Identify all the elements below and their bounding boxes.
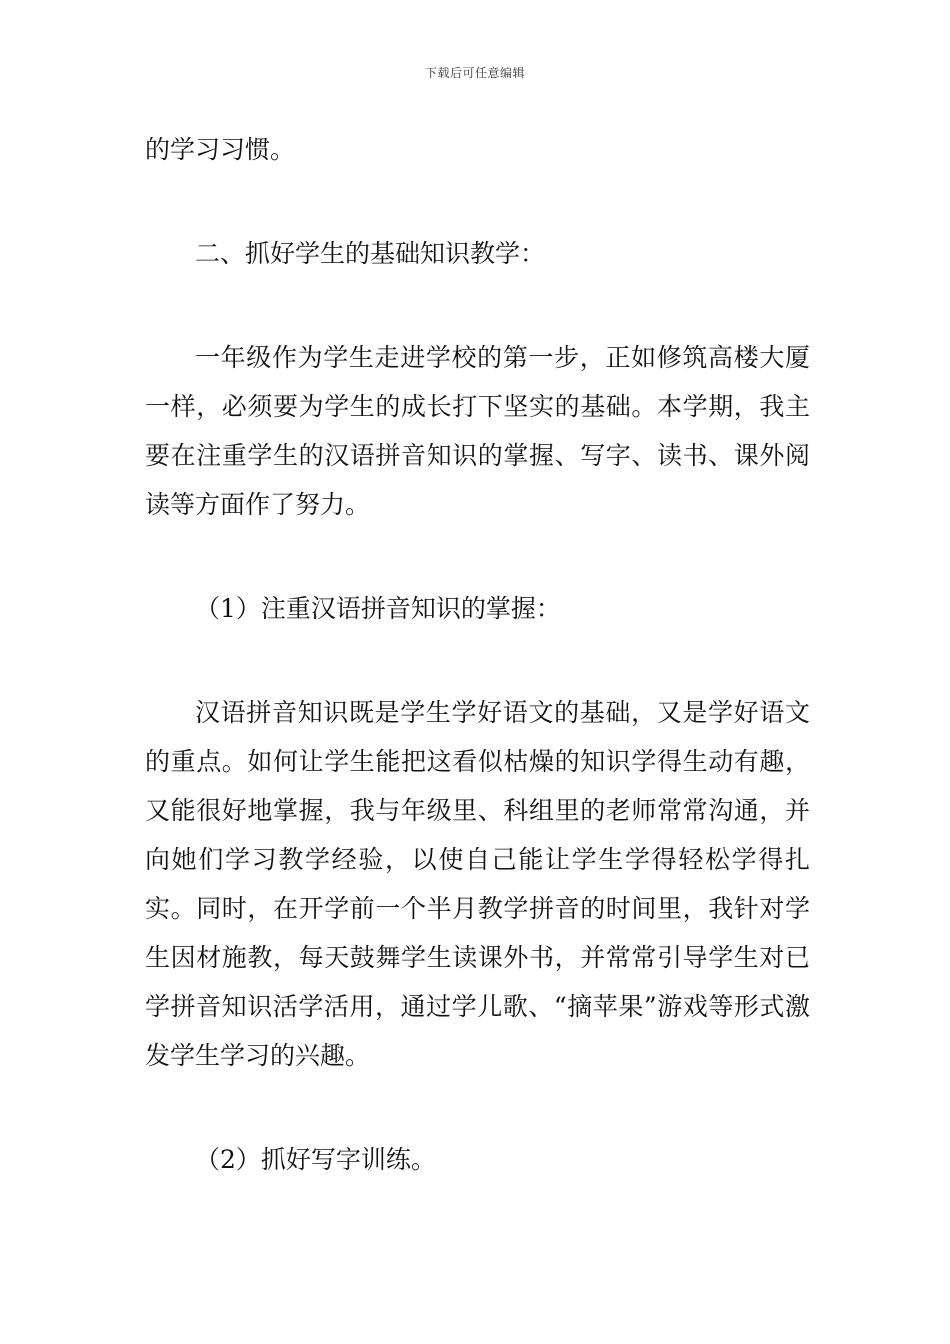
paragraph-continuation: 的学习习惯。: [145, 135, 296, 164]
paragraph-spacer: [145, 529, 810, 584]
paragraph-spacer: [145, 174, 810, 229]
paragraph-spacer: [145, 633, 810, 688]
page-header: 下载后可任意编辑: [424, 66, 525, 80]
section-heading-basic-knowledge: 二、抓好学生的基础知识教学：: [195, 239, 546, 268]
subheading-writing: （2）抓好写字训练。: [195, 1145, 436, 1174]
paragraph-intro: 一年级作为学生走进学校的第一步，正如修筑高楼大厦一样，必须要为学生的成长打下坚实的基础。本学期，我主要在注重学生的汉语拼音知识的掌握、写字、读书、课外阅读等方面作了努力。: [145, 343, 810, 519]
subheading-pinyin: （1）注重汉语拼音知识的掌握：: [195, 594, 561, 623]
paragraph-spacer: [145, 278, 810, 333]
document-body: [145, 125, 810, 1184]
paragraph-spacer: [145, 1080, 810, 1135]
paragraph-pinyin: 汉语拼音知识既是学生学好语文的基础，又是学好语文的重点。如何让学生能把这看似枯燥的知识学得生动有趣，又能很好地掌握，我与年级里、科组里的老师常常沟通，并向她们学习教学经验，以使自己能让学生学得轻松学得扎实。同时，在开学前一个半月教学拼音的时间里，我针对学生因材施教，每天鼓舞学生读课外书，并常常引导学生对已学拼音知识活学活用，通过学儿歌、“摘苹果”游戏等形式激发学生学习的兴趣。: [145, 698, 810, 1070]
